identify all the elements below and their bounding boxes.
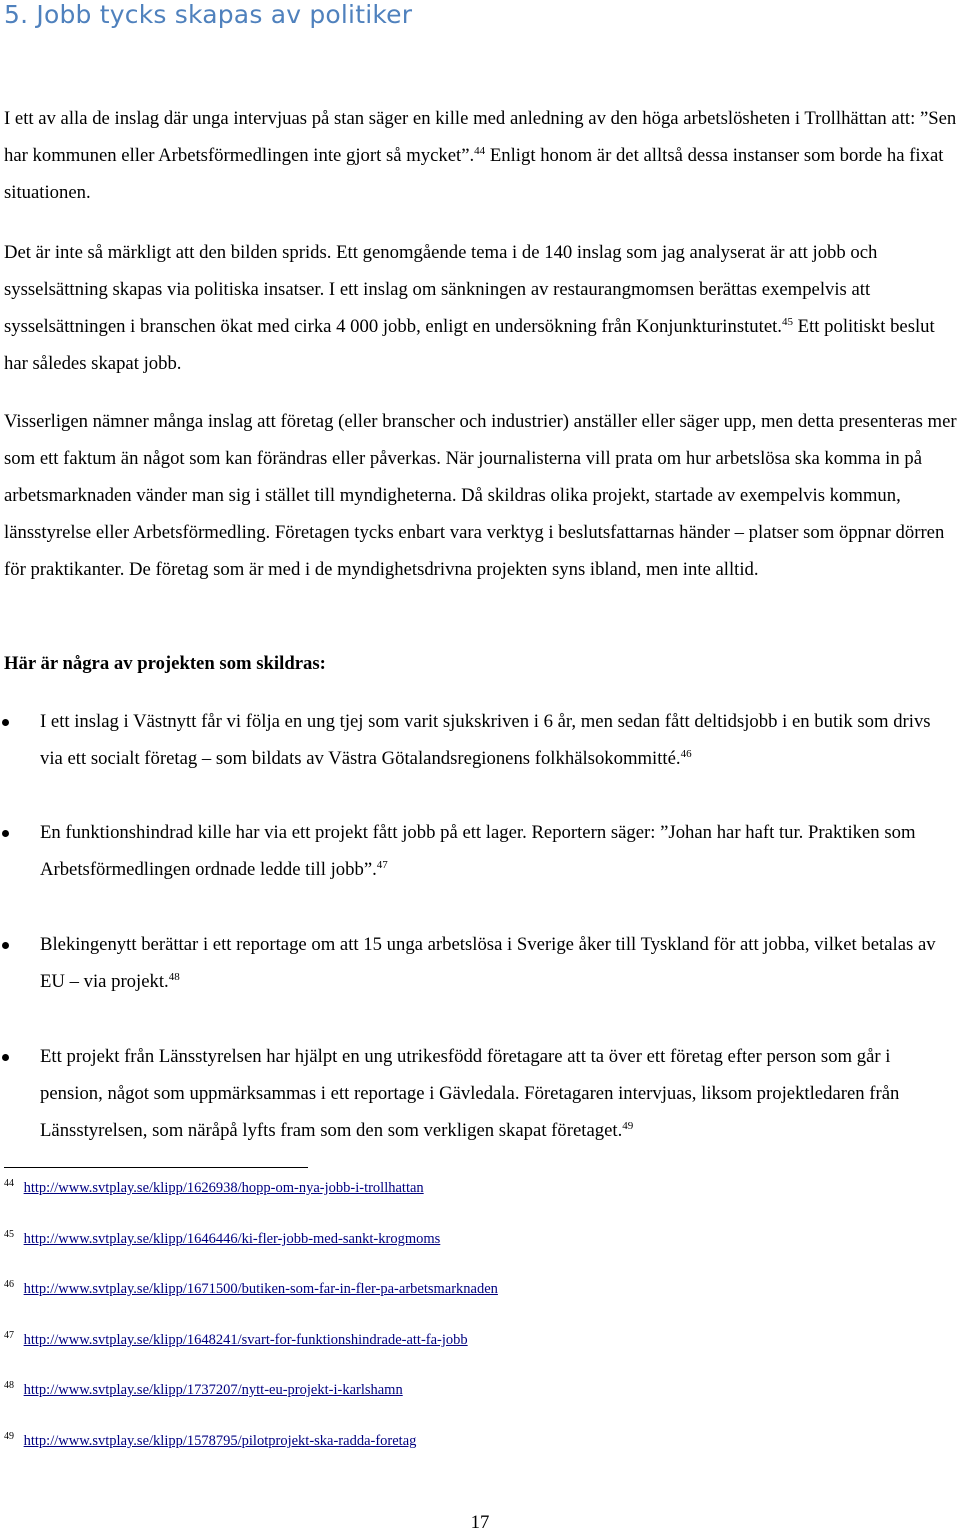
- footnote-link[interactable]: http://www.svtplay.se/klipp/1578795/pilotprojekt-ska-radda-foretag: [23, 1433, 417, 1449]
- footnote-ref-45[interactable]: 45: [781, 316, 793, 328]
- footnote: [4, 1380, 904, 1399]
- footnote-number: 46: [4, 1279, 14, 1290]
- footnote: [4, 1178, 904, 1197]
- footnote-ref-49[interactable]: 49: [622, 1120, 634, 1132]
- footnote-ref-44[interactable]: 44: [474, 145, 486, 157]
- paragraph-1-text-a: I ett av alla de inslag där unga intervjuas på stan säger en kille med anledning av den höga arbetslösheten i Trollhättan att: ”Sen har kommunen eller Arbetsförmedlingen inte gjort så mycket”.: [4, 108, 957, 166]
- footnote: [4, 1279, 904, 1298]
- projects-subheading: Här är några av projekten som skildras:: [4, 653, 326, 674]
- paragraph-2: [4, 234, 960, 382]
- paragraph-1-text-b: Enligt honom är det alltså dessa instanser som borde ha fixat situationen.: [4, 145, 944, 203]
- footnote-link[interactable]: http://www.svtplay.se/klipp/1648241/svart-for-funktionshindrade-att-fa-jobb: [23, 1332, 468, 1348]
- footnote-ref-46[interactable]: 46: [680, 748, 692, 760]
- list-item-text: Blekingenytt berättar i ett reportage om att 15 unga arbetslösa i Sverige åker till Tyskland för att jobba, vilket betalas av EU – via projekt.$^{48}$: [40, 934, 936, 992]
- bullet-icon: [2, 942, 9, 949]
- footnote-number: 44: [4, 1178, 14, 1189]
- bullet-icon: [2, 830, 9, 837]
- page-number: 17: [470, 1512, 490, 1533]
- paragraph-2-text-a: Det är inte så märkligt att den bilden sprids. Ett genomgående tema i de 140 inslag som jag analyserat är att jobb och sysselsättning skapas via politiska insatser. I ett inslag om sänkningen av restaurangmomsen berättas exempelvis att sysselsättningen i branschen ökat med cirka 4 000 jobb, enligt en undersökning från Konjunkturinstutet.: [4, 242, 878, 337]
- list-item-text: En funktionshindrad kille har via ett projekt fått jobb på ett lager. Reportern säger: ”Johan har haft tur. Praktiken som Arbetsförmedlingen ordnade ledde till jobb”.$^{47}$: [40, 822, 916, 880]
- list-item-text: I ett inslag i Västnytt får vi följa en ung tjej som varit sjukskriven i 6 år, men sedan fått deltidsjobb i en butik som drivs via ett socialt företag – som bildats av Västra Götalandsregionens folkhälsokommitté.$^{46}$: [40, 711, 931, 769]
- footnote-ref-47[interactable]: 47: [376, 859, 388, 871]
- paragraph-3: Visserligen nämner många inslag att företag (eller branscher och industrier) anställer eller säger upp, men detta presenteras mer som ett faktum än något som kan förändras eller påverkas. När journalisterna vill prata om hur arbetslösa ska komma in på arbetsmarknaden vänder man sig i stället till myndigheterna. Då skildras olika projekt, startade av exempelvis kommun, länsstyrelse eller Arbetsförmedling. Företagen tycks enbart vara verktyg i beslutsfattarnas händer – platser som öppnar dörren för praktikanter. De företag som är med i de myndighetsdrivna projekten syns ibland, men inte alltid.: [4, 411, 957, 580]
- bullet-icon: [2, 719, 9, 726]
- list-item-text: Ett projekt från Länsstyrelsen har hjälpt en ung utrikesfödd företagare att ta över ett företag efter person som går i pension, något som uppmärksammas i ett reportage i Gävledala. Företagaren intervjuas, liksom projektledaren från Länsstyrelsen, som näråpå lyfts fram som den som verkligen skapat företaget.$^{49}$: [40, 1046, 900, 1141]
- footnote: [4, 1229, 904, 1248]
- footnote-ref-48[interactable]: 48: [168, 971, 180, 983]
- section-heading: 5. Jobb tycks skapas av politiker: [4, 0, 413, 29]
- footnote-number: 49: [4, 1431, 14, 1442]
- footnote-link[interactable]: http://www.svtplay.se/klipp/1737207/nytt-eu-projekt-i-karlshamn: [23, 1382, 403, 1398]
- paragraph-1: [4, 100, 960, 211]
- footnote-number: 45: [4, 1229, 14, 1240]
- footnote-number: 48: [4, 1380, 14, 1391]
- footnote-link[interactable]: http://www.svtplay.se/klipp/1626938/hopp-om-nya-jobb-i-trollhattan: [23, 1180, 424, 1196]
- footnote: [4, 1431, 904, 1450]
- footnote-separator: [4, 1167, 308, 1168]
- paragraph-2-text-b: Ett politiskt beslut har således skapat jobb.: [4, 316, 935, 374]
- bullet-icon: [2, 1054, 9, 1061]
- footnote-link[interactable]: http://www.svtplay.se/klipp/1671500/butiken-som-far-in-fler-pa-arbetsmarknaden: [23, 1281, 498, 1297]
- footnote-link[interactable]: http://www.svtplay.se/klipp/1646446/ki-fler-jobb-med-sankt-krogmoms: [23, 1231, 441, 1247]
- footnote: [4, 1330, 904, 1349]
- footnote-number: 47: [4, 1330, 14, 1341]
